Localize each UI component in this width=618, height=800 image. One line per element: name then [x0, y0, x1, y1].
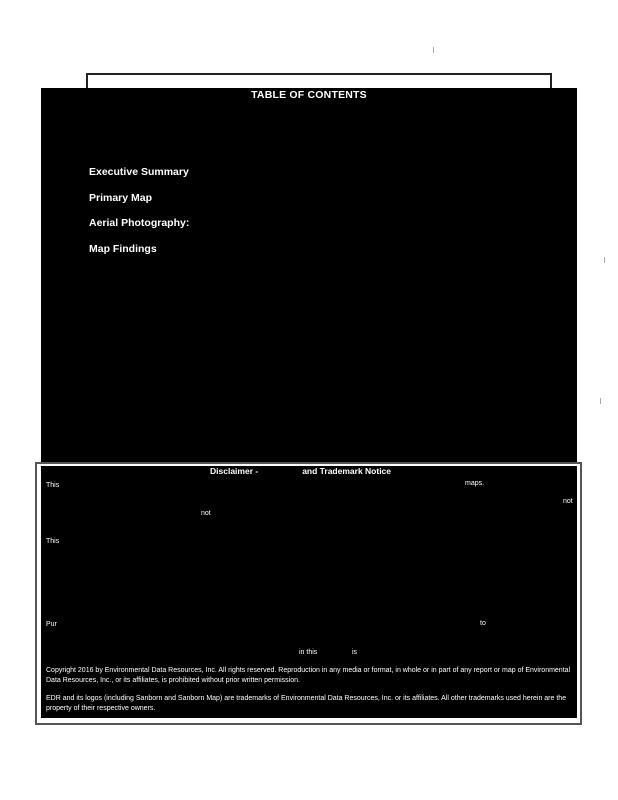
scan-speck	[433, 47, 434, 53]
scan-speck	[604, 257, 605, 263]
disclaimer-fragment: This	[46, 538, 60, 545]
toc-item-aerial-photography[interactable]: Aerial Photography:	[89, 217, 190, 229]
disclaimer-title-left: Disclaimer -	[210, 466, 259, 476]
toc-title: TABLE OF CONTENTS	[251, 89, 367, 101]
disclaimer-fragment: not	[563, 498, 573, 505]
toc-item-executive-summary[interactable]: Executive Summary	[89, 166, 189, 178]
disclaimer-fragment: in this	[299, 649, 318, 656]
disclaimer-fragment: This	[46, 482, 60, 489]
toc-panel	[41, 88, 577, 466]
toc-item-map-findings[interactable]: Map Findings	[89, 242, 157, 255]
copyright-notice: Copyright 2016 by Environmental Data Resources, Inc. All rights reserved. Reproduction in any media or format, in whole or in part of any report or map of Environmental Data Resources, Inc., or its affiliates, is prohibited without prior written permission.	[46, 667, 571, 684]
disclaimer-fragment: to	[480, 620, 486, 627]
toc-list	[89, 166, 189, 268]
disclaimer-fragment: is	[352, 649, 358, 656]
disclaimer-fragment: maps.	[465, 480, 485, 487]
disclaimer-fragment: not	[201, 510, 211, 517]
toc-item-primary-map[interactable]: Primary Map	[89, 191, 153, 204]
disclaimer-title	[210, 466, 391, 476]
disclaimer-title-right: and Trademark Notice	[302, 466, 392, 476]
disclaimer-fragment: Pur	[46, 621, 57, 628]
trademark-notice: EDR and its logos (including Sanborn and Sanborn Map) are trademarks of Environmental Data Resources, Inc. or its affiliates. All other trademarks used herein are the property of their respective owners.	[46, 695, 567, 712]
scan-speck	[600, 398, 601, 404]
